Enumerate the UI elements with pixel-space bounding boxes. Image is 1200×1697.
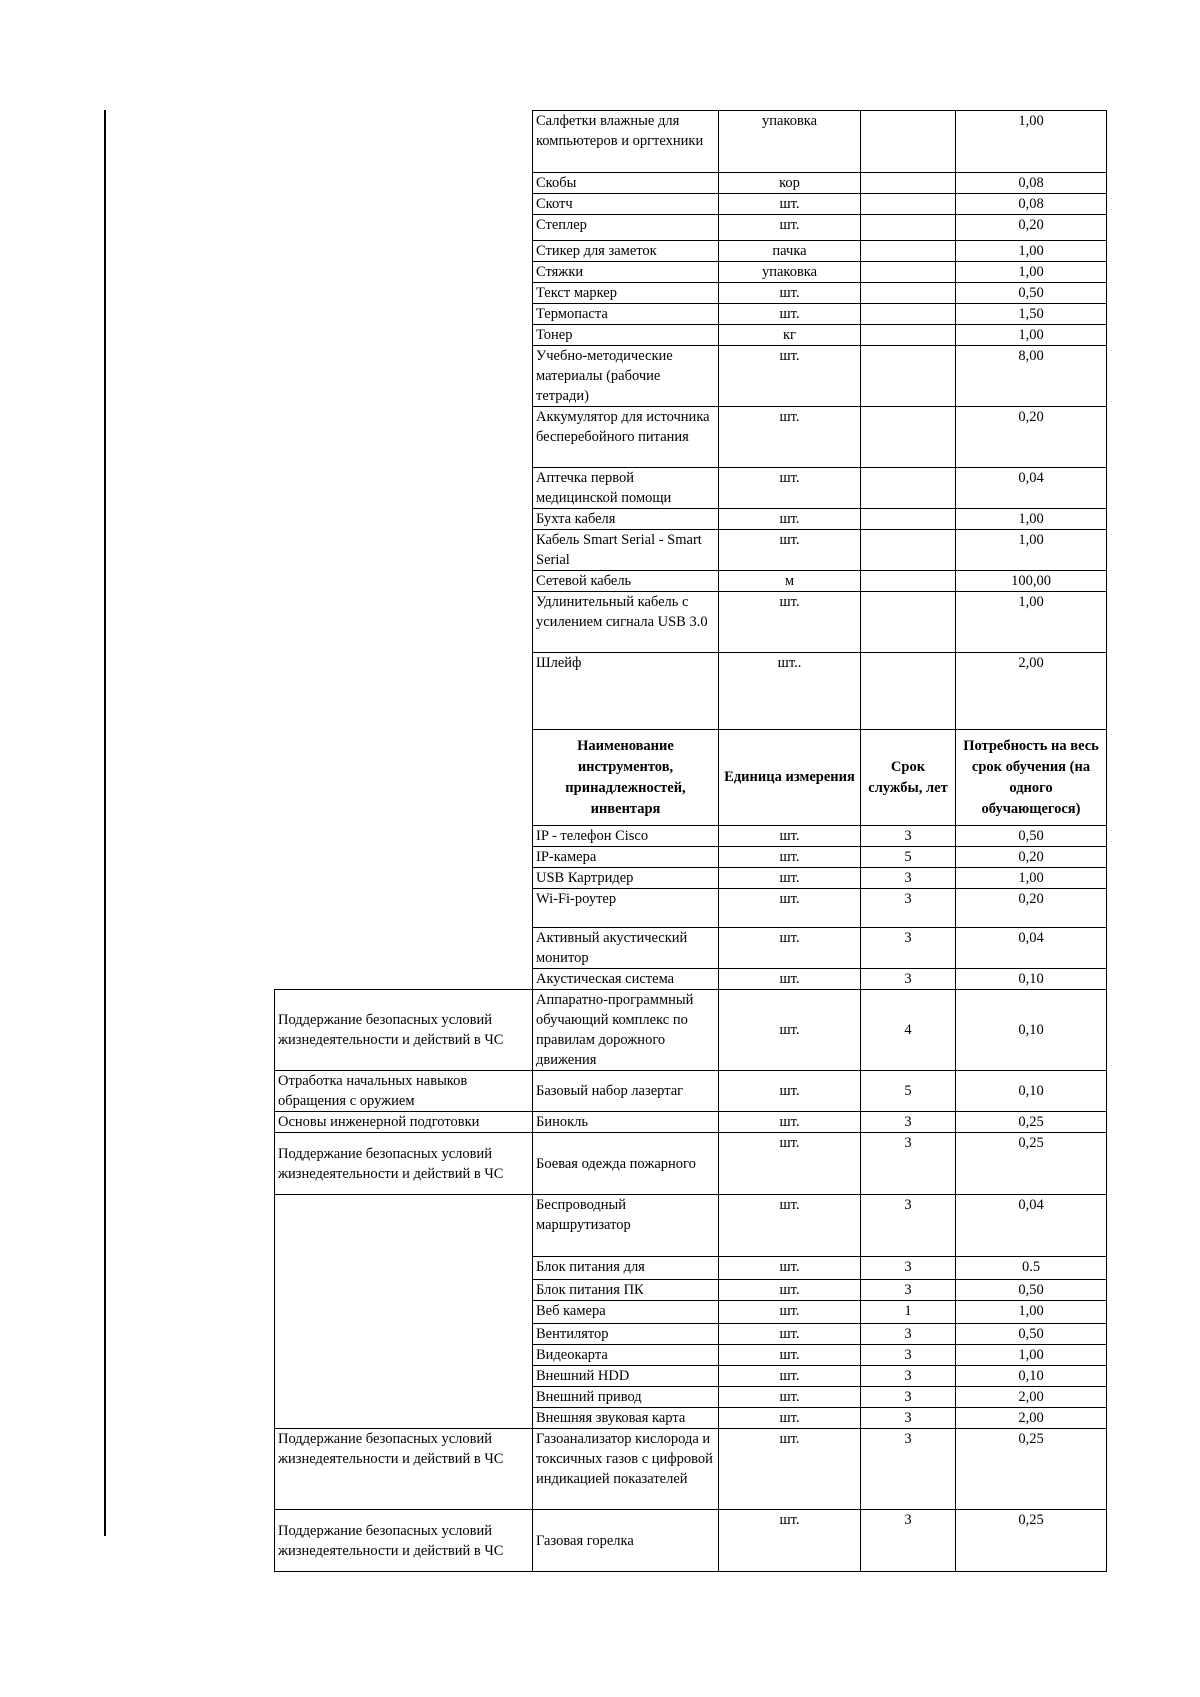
item-name-cell: Газоанализатор кислорода и токсичных газов с цифровой индикацией показателей: [533, 1429, 719, 1510]
service-life-cell: 3: [861, 1324, 956, 1345]
table-row: [275, 990, 1107, 1071]
unit-cell: шт.: [719, 1429, 861, 1510]
service-life-cell: [861, 407, 956, 468]
unit-cell: шт.: [719, 868, 861, 889]
service-life-cell: [861, 194, 956, 215]
unit-cell: пачка: [719, 241, 861, 262]
service-life-cell: 3: [861, 969, 956, 990]
equipment-table-body: [275, 111, 1107, 1572]
unit-cell: шт.: [719, 509, 861, 530]
unit-cell: шт.: [719, 346, 861, 407]
item-name-cell: Текст маркер: [533, 283, 719, 304]
service-life-cell: 3: [861, 1387, 956, 1408]
item-name-cell: Газовая горелка: [533, 1510, 719, 1572]
service-life-cell: 3: [861, 1366, 956, 1387]
service-life-cell: 3: [861, 1195, 956, 1257]
item-name-cell: Тонер: [533, 325, 719, 346]
service-life-cell: [861, 468, 956, 509]
service-life-cell: [861, 571, 956, 592]
table-row: [275, 1133, 1107, 1195]
unit-cell: шт.: [719, 1345, 861, 1366]
requirement-cell: 0,50: [956, 1324, 1107, 1345]
service-life-cell: [861, 530, 956, 571]
item-name-cell: Видеокарта: [533, 1345, 719, 1366]
unit-cell: шт.: [719, 592, 861, 653]
item-name-cell: Бинокль: [533, 1112, 719, 1133]
item-name-cell: Скотч: [533, 194, 719, 215]
unit-cell: шт.: [719, 1071, 861, 1112]
item-name-cell: Базовый набор лазертаг: [533, 1071, 719, 1112]
service-life-cell: [861, 653, 956, 730]
requirement-cell: 1,00: [956, 530, 1107, 571]
service-life-cell: 3: [861, 889, 956, 928]
discipline-cell-empty: [275, 1195, 533, 1429]
unit-cell: шт.: [719, 1510, 861, 1572]
requirement-cell: 0,04: [956, 1195, 1107, 1257]
unit-cell: шт.: [719, 1387, 861, 1408]
service-life-cell: 3: [861, 1510, 956, 1572]
service-life-cell: [861, 173, 956, 194]
item-name-cell: Вентилятор: [533, 1324, 719, 1345]
requirement-cell: 0,20: [956, 889, 1107, 928]
service-life-cell: [861, 509, 956, 530]
requirement-cell: 0,25: [956, 1133, 1107, 1195]
unit-cell: шт.: [719, 1133, 861, 1195]
requirement-cell: 1,00: [956, 111, 1107, 173]
requirement-cell: 0,50: [956, 1280, 1107, 1301]
unit-cell: шт.: [719, 194, 861, 215]
service-life-cell: 3: [861, 1408, 956, 1429]
discipline-cell: Поддержание безопасных условий жизнедеятельности и действий в ЧС: [275, 1429, 533, 1510]
unit-cell: шт.: [719, 1280, 861, 1301]
service-life-cell: 4: [861, 990, 956, 1071]
unit-cell: шт.: [719, 283, 861, 304]
item-name-cell: Активный акустический монитор: [533, 928, 719, 969]
service-life-cell: [861, 346, 956, 407]
unit-cell: кор: [719, 173, 861, 194]
unit-cell: шт.: [719, 530, 861, 571]
requirement-cell: 0,10: [956, 1071, 1107, 1112]
requirement-cell: 0,10: [956, 990, 1107, 1071]
service-life-cell: 3: [861, 1133, 956, 1195]
service-life-cell: [861, 241, 956, 262]
requirement-cell: 8,00: [956, 346, 1107, 407]
unit-cell: шт.: [719, 1301, 861, 1324]
table-row: [275, 1195, 1107, 1257]
item-name-cell: Шлейф: [533, 653, 719, 730]
requirement-cell: 1,00: [956, 1345, 1107, 1366]
item-name-cell: Сетевой кабель: [533, 571, 719, 592]
unit-cell: шт.: [719, 1257, 861, 1280]
requirement-cell: 0,25: [956, 1510, 1107, 1572]
requirement-cell: 2,00: [956, 1408, 1107, 1429]
column-header-unit: Единица измерения: [719, 730, 861, 826]
item-name-cell: Удлинительный кабель с усилением сигнала USB 3.0: [533, 592, 719, 653]
requirement-cell: 0,04: [956, 468, 1107, 509]
discipline-cell: Поддержание безопасных условий жизнедеятельности и действий в ЧС: [275, 1133, 533, 1195]
item-name-cell: Стикер для заметок: [533, 241, 719, 262]
requirement-cell: 0,20: [956, 847, 1107, 868]
discipline-cell: Поддержание безопасных условий жизнедеятельности и действий в ЧС: [275, 1510, 533, 1572]
column-header-service-life: Срок службы, лет: [861, 730, 956, 826]
item-name-cell: Аппаратно-программный обучающий комплекс по правилам дорожного движения: [533, 990, 719, 1071]
service-life-cell: 3: [861, 1112, 956, 1133]
item-name-cell: Аккумулятор для источника бесперебойного питания: [533, 407, 719, 468]
requirement-cell: 0,04: [956, 928, 1107, 969]
unit-cell: кг: [719, 325, 861, 346]
table-row: [275, 1071, 1107, 1112]
requirement-cell: 0.5: [956, 1257, 1107, 1280]
service-life-cell: 5: [861, 847, 956, 868]
item-name-cell: Стяжки: [533, 262, 719, 283]
service-life-cell: [861, 283, 956, 304]
item-name-cell: IP - телефон Cisco: [533, 826, 719, 847]
service-life-cell: [861, 262, 956, 283]
requirement-cell: 1,00: [956, 592, 1107, 653]
unit-cell: шт.: [719, 1408, 861, 1429]
service-life-cell: 1: [861, 1301, 956, 1324]
service-life-cell: [861, 111, 956, 173]
unit-cell: шт.: [719, 990, 861, 1071]
item-name-cell: Термопаста: [533, 304, 719, 325]
requirement-cell: 1,00: [956, 509, 1107, 530]
requirement-cell: 0,25: [956, 1112, 1107, 1133]
item-name-cell: Блок питания для: [533, 1257, 719, 1280]
item-name-cell: Степлер: [533, 215, 719, 241]
service-life-cell: 3: [861, 1429, 956, 1510]
unit-cell: упаковка: [719, 111, 861, 173]
unit-cell: м: [719, 571, 861, 592]
unit-cell: шт.: [719, 1112, 861, 1133]
unit-cell: шт.: [719, 1324, 861, 1345]
item-name-cell: Внешний HDD: [533, 1366, 719, 1387]
unit-cell: шт.: [719, 1195, 861, 1257]
column-header-name: Наименование инструментов, принадлежностей, инвентаря: [533, 730, 719, 826]
unit-cell: шт.: [719, 468, 861, 509]
unit-cell: шт.: [719, 826, 861, 847]
service-life-cell: 3: [861, 868, 956, 889]
item-name-cell: USB Картридер: [533, 868, 719, 889]
unit-cell: шт.: [719, 847, 861, 868]
item-name-cell: Внешняя звуковая карта: [533, 1408, 719, 1429]
service-life-cell: 3: [861, 928, 956, 969]
unit-cell: шт.: [719, 928, 861, 969]
requirement-cell: 1,00: [956, 868, 1107, 889]
item-name-cell: Внешний привод: [533, 1387, 719, 1408]
unit-cell: шт.: [719, 407, 861, 468]
item-name-cell: Wi-Fi-роутер: [533, 889, 719, 928]
item-name-cell: Бухта кабеля: [533, 509, 719, 530]
requirement-cell: 0,20: [956, 215, 1107, 241]
item-name-cell: IP-камера: [533, 847, 719, 868]
item-name-cell: Акустическая система: [533, 969, 719, 990]
requirement-cell: 0,20: [956, 407, 1107, 468]
service-life-cell: 3: [861, 1257, 956, 1280]
requirement-cell: 0,10: [956, 969, 1107, 990]
service-life-cell: 5: [861, 1071, 956, 1112]
requirement-cell: 100,00: [956, 571, 1107, 592]
service-life-cell: [861, 325, 956, 346]
requirement-cell: 0,08: [956, 173, 1107, 194]
unit-cell: шт.: [719, 304, 861, 325]
item-name-cell: Веб камера: [533, 1301, 719, 1324]
requirement-cell: 0,10: [956, 1366, 1107, 1387]
requirement-cell: 2,00: [956, 1387, 1107, 1408]
discipline-cell: Поддержание безопасных условий жизнедеятельности и действий в ЧС: [275, 990, 533, 1071]
discipline-cell: Основы инженерной подготовки: [275, 1112, 533, 1133]
table-row: [275, 1510, 1107, 1572]
equipment-table: [274, 110, 1107, 1572]
unit-cell: шт.: [719, 889, 861, 928]
requirement-cell: 1,50: [956, 304, 1107, 325]
requirement-cell: 2,00: [956, 653, 1107, 730]
unit-cell: шт.: [719, 215, 861, 241]
item-name-cell: Салфетки влажные для компьютеров и оргтехники: [533, 111, 719, 173]
item-name-cell: Боевая одежда пожарного: [533, 1133, 719, 1195]
service-life-cell: 3: [861, 1345, 956, 1366]
unit-cell: упаковка: [719, 262, 861, 283]
requirement-cell: 1,00: [956, 241, 1107, 262]
discipline-cell-empty: [275, 111, 533, 990]
requirement-cell: 1,00: [956, 325, 1107, 346]
table-row: [275, 1429, 1107, 1510]
table-row: [275, 111, 1107, 173]
discipline-cell: Отработка начальных навыков обращения с оружием: [275, 1071, 533, 1112]
item-name-cell: Скобы: [533, 173, 719, 194]
left-margin-rule: [104, 110, 106, 1536]
item-name-cell: Блок питания ПК: [533, 1280, 719, 1301]
requirement-cell: 1,00: [956, 262, 1107, 283]
requirement-cell: 1,00: [956, 1301, 1107, 1324]
table-row: [275, 1112, 1107, 1133]
item-name-cell: Беспроводный маршрутизатор: [533, 1195, 719, 1257]
service-life-cell: 3: [861, 826, 956, 847]
unit-cell: шт.: [719, 969, 861, 990]
unit-cell: шт.: [719, 1366, 861, 1387]
requirement-cell: 0,50: [956, 283, 1107, 304]
unit-cell: шт..: [719, 653, 861, 730]
service-life-cell: 3: [861, 1280, 956, 1301]
service-life-cell: [861, 304, 956, 325]
requirement-cell: 0,50: [956, 826, 1107, 847]
item-name-cell: Аптечка первой медицинской помощи: [533, 468, 719, 509]
requirement-cell: 0,25: [956, 1429, 1107, 1510]
item-name-cell: Учебно-методические материалы (рабочие тетради): [533, 346, 719, 407]
item-name-cell: Кабель Smart Serial - Smart Serial: [533, 530, 719, 571]
column-header-requirement: Потребность на весь срок обучения (на одного обучающегося): [956, 730, 1107, 826]
service-life-cell: [861, 215, 956, 241]
service-life-cell: [861, 592, 956, 653]
requirement-cell: 0,08: [956, 194, 1107, 215]
